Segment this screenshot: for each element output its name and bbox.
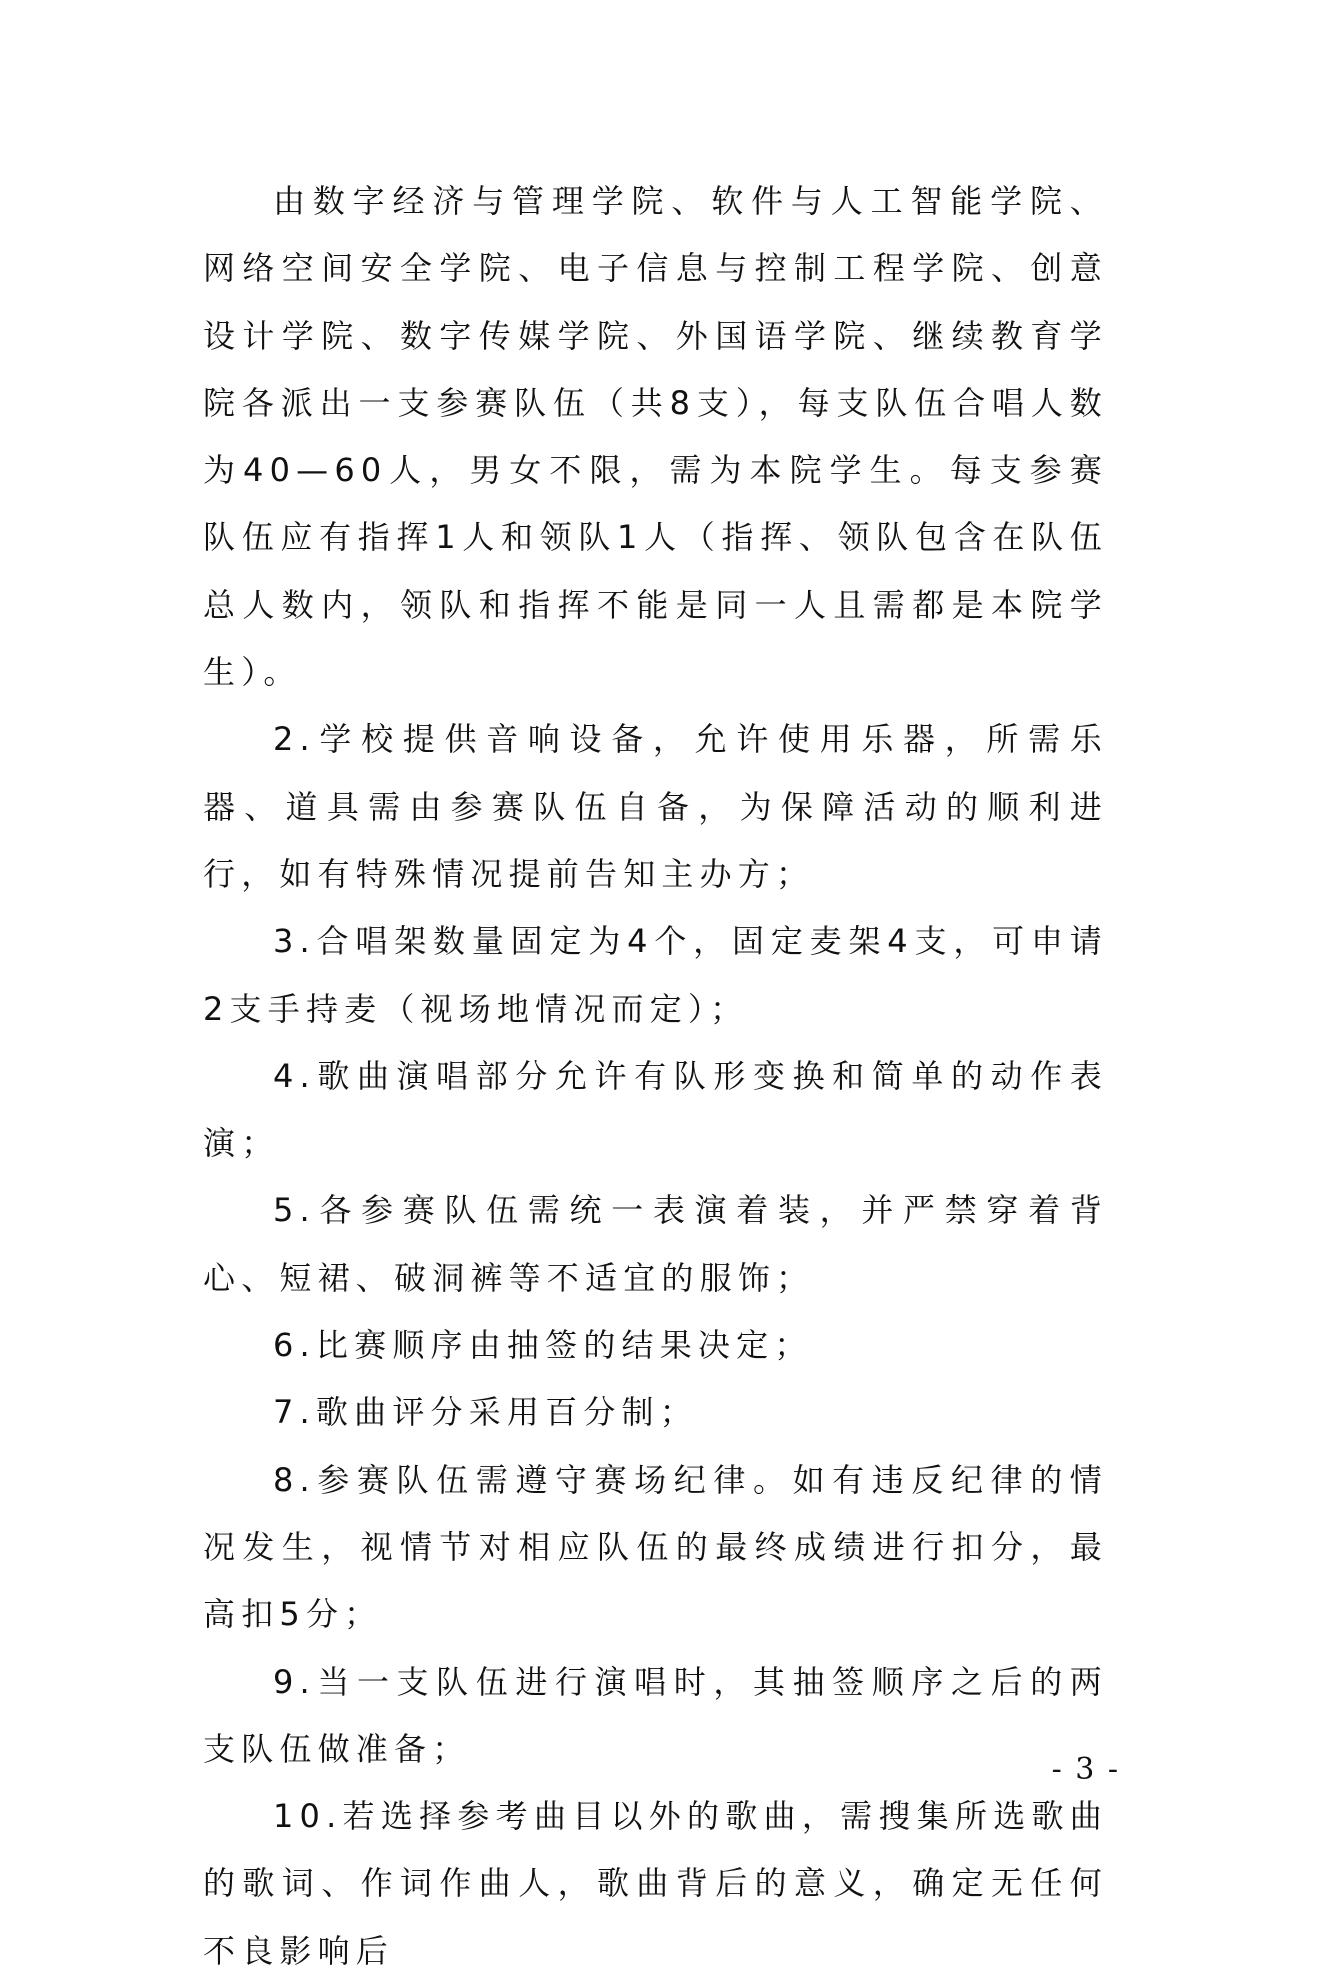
paragraph-rule-4: 4.歌曲演唱部分允许有队形变换和简单的动作表演； [203,1056,1108,1163]
paragraph-rule-8: 8.参赛队伍需遵守赛场纪律。如有违反纪律的情况发生，视情节对相应队伍的最终成绩进行扣分，最高扣5分； [203,1460,1108,1634]
paragraph-rule-6: 6.比赛顺序由抽签的结果决定； [273,1326,813,1365]
page-number: - 3 - [1051,1752,1120,1787]
paragraph-rule-9: 9.当一支队伍进行演唱时，其抽签顺序之后的两支队伍做准备； [203,1662,1108,1768]
paragraph-rule-2: 2.学校提供音响设备，允许使用乐器，所需乐器、道具需由参赛队伍自备，为保障活动的顺利进行，如有特殊情况提前告知主办方； [203,720,1108,893]
paragraph-team-composition: 由数字经济与管理学院、软件与人工智能学院、网络空间安全学院、电子信息与控制工程学院、创意设计学院、数字传媒学院、外国语学院、继续教育学院各派出一支参赛队伍（共8支），每支队伍合唱人数为40—60人，男女不限，需为本院学生。每支参赛队伍应有指挥1人和领队1人（指挥、领队包含在队伍总人数内，领队和指挥不能是同一人且需都是本院学生）。 [203,182,1108,692]
paragraph-rule-3: 3.合唱架数量固定为4个，固定麦架4支，可申请2支手持麦（视场地情况而定）； [203,922,1108,1028]
paragraph-rule-7: 7.歌曲评分采用百分制； [273,1393,698,1432]
document-body [203,168,1108,1985]
paragraph-rule-10: 10.若选择参考曲目以外的歌曲，需搜集所选歌曲的歌词、作词作曲人，歌曲背后的意义，确定无任何不良影响后 [203,1797,1108,1970]
paragraph-rule-5: 5.各参赛队伍需统一表演着装，并严禁穿着背心、短裙、破洞裤等不适宜的服饰； [203,1191,1108,1297]
